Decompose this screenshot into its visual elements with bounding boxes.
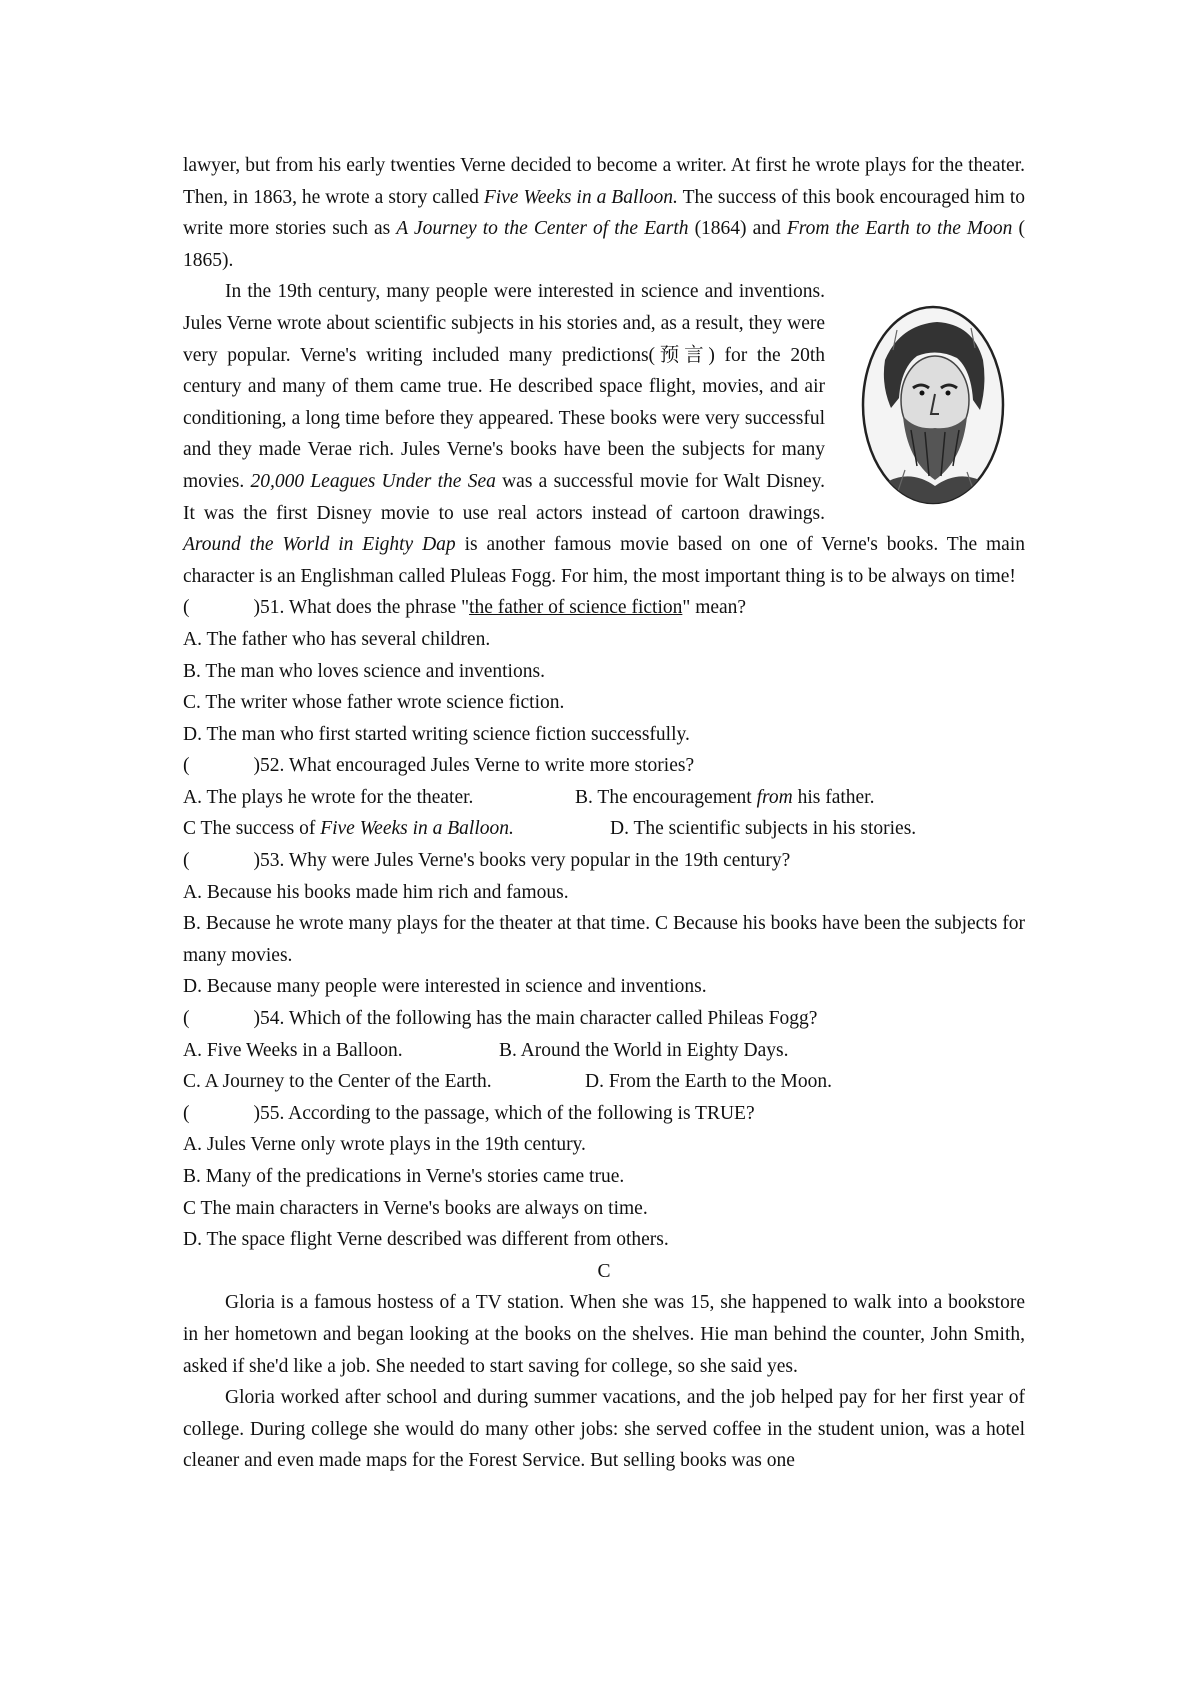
jules-verne-portrait-image — [845, 290, 1025, 520]
option-54-b: B. Around the World in Eighty Days. — [499, 1039, 789, 1061]
question-55: ( )55. According to the passage, which of the following is TRUE? — [183, 1102, 755, 1124]
movie-title: 20,000 Leagues Under the Sea — [250, 470, 496, 492]
options-54-cd — [183, 1066, 1025, 1098]
question-51: ( )51. What does the phrase "the father of science fiction" mean? — [183, 597, 747, 619]
option-54-d: D. From the Earth to the Moon. — [585, 1071, 832, 1093]
option-52-d: D. The scientific subjects in his stories. — [610, 818, 917, 840]
option-52-a: A. The plays he wrote for the theater. — [183, 786, 474, 808]
option-54-a: A. Five Weeks in a Balloon. — [183, 1039, 403, 1061]
question-52: ( )52. What encouraged Jules Verne to write more stories? — [183, 755, 695, 777]
options-52-cd — [183, 813, 1025, 845]
option-52-c: C The success of Five Weeks in a Balloon. — [183, 818, 514, 840]
question-53: ( )53. Why were Jules Verne's books very popular in the 19th century? — [183, 850, 791, 872]
option-55-b: B. Many of the predications in Verne's stories came true. — [183, 1166, 625, 1187]
option-53-bc: B. Because he wrote many plays for the theater at that time. C Because his books have been the subjects for many movies. — [183, 913, 1025, 966]
options-52-ab — [183, 782, 1025, 814]
options-54-ab — [183, 1035, 1025, 1067]
book-title: A Journey to the Center of the Earth — [396, 218, 689, 240]
passage-c-paragraph-1: Gloria is a famous hostess of a TV station. When she was 15, she happened to walk into a bookstore in her hometown and began looking at the books on the shelves. Hie man behind the counter, John Smith, asked if she'd like a job. She needed to start saving for college, so she said yes. — [183, 1292, 1025, 1377]
option-54-c: C. A Journey to the Center of the Earth. — [183, 1071, 492, 1093]
passage-b-paragraph-1: lawyer, but from his early twenties Verne decided to become a writer. At first he wrote plays for the theater. Then, in 1863, he wrote a story called Five Weeks in a Balloon. The success of this book encouraged him to write more stories such as A Journey to the Center of the Earth (1864) and From the Earth to the Moon ( 1865). — [183, 155, 1025, 271]
option-53-a: A. Because his books made him rich and famous. — [183, 881, 569, 903]
passage-b-paragraph-2: In the 19th century, many people were interested in science and inventions. Jules Verne wrote about scientific subjects in his stories and, as a result, they were very popular. Verne's writing included many predictions(预言) for the 20th century and many of them came true. He described space flight, movies, and air conditioning, a long time before they appeared. These books were very successful and they made Verae rich. Jules Verne's books have been the subjects for many movies. 20,000 Leagues Under the Sea was a successful movie for Walt Disney. It was the first Disney movie to use real actors instead of cartoon drawings. Around the World in Eighty Dap is another famous movie based on one of Verne's books. The main character is an Englishman called Pluleas Fogg. For him, the most important thing is to be always on time! — [183, 281, 1025, 587]
option-51-d: D. The man who first started writing science fiction successfully. — [183, 723, 690, 745]
document-page — [183, 150, 1025, 1477]
question-54: ( )54. Which of the following has the main character called Phileas Fogg? — [183, 1008, 818, 1030]
option-55-c: C The main characters in Verne's books are always on time. — [183, 1197, 648, 1219]
option-55-a: A. Jules Verne only wrote plays in the 19th century. — [183, 1134, 586, 1156]
option-52-b: B. The encouragement from his father. — [575, 786, 875, 808]
movie-title: Around the World in Eighty Dap — [183, 534, 456, 556]
book-title: From the Earth to the Moon — [786, 218, 1013, 240]
option-55-d: D. The space flight Verne described was different from others. — [183, 1229, 669, 1251]
option-51-c: C. The writer whose father wrote science fiction. — [183, 692, 565, 714]
option-51-b: B. The man who loves science and inventions. — [183, 660, 545, 682]
passage-c-heading: C — [597, 1260, 611, 1282]
book-title: Five Weeks in a Balloon. — [483, 186, 678, 208]
option-51-a: A. The father who has several children. — [183, 628, 491, 650]
passage-c-paragraph-2: Gloria worked after school and during summer vacations, and the job helped pay for her first year of college. During college she would do many other jobs: she served coffee in the student union, was a hotel cleaner and even made maps for the Forest Service. But selling books was one — [183, 1387, 1025, 1472]
underlined-phrase: the father of science fiction — [469, 597, 683, 619]
option-53-d: D. Because many people were interested in science and inventions. — [183, 976, 707, 998]
